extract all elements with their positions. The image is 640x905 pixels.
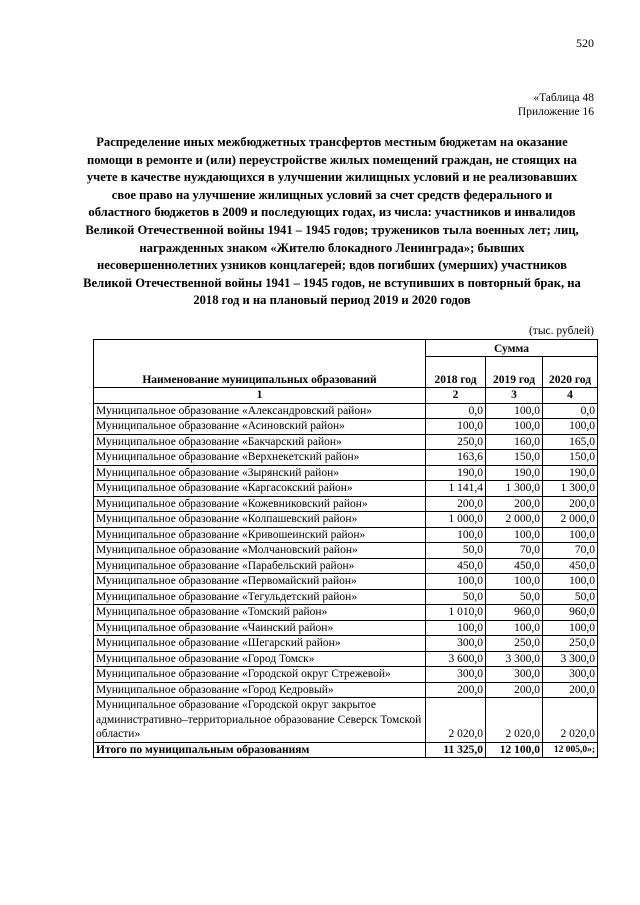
value-2020: 70,0 — [543, 543, 598, 559]
table-row — [94, 543, 598, 559]
units-label: (тыс. рублей) — [528, 325, 594, 337]
value-2020: 3 300,0 — [543, 651, 598, 667]
total-label: Итого по муниципальным образованиям — [94, 742, 426, 758]
value-2019: 300,0 — [486, 667, 543, 683]
table-index-row — [94, 388, 598, 404]
value-2019: 200,0 — [486, 682, 543, 698]
table-row — [94, 403, 598, 419]
value-2019: 190,0 — [486, 465, 543, 481]
table-row — [94, 558, 598, 574]
value-2020: 100,0 — [543, 527, 598, 543]
value-2020: 0,0 — [543, 403, 598, 419]
table-row — [94, 620, 598, 636]
table-row — [94, 698, 598, 743]
municipality-name: Муниципальное образование «Бакчарский район» — [94, 434, 426, 450]
municipality-name: Муниципальное образование «Кожевниковский район» — [94, 496, 426, 512]
municipality-name: Муниципальное образование «Чаинский район» — [94, 620, 426, 636]
index-cell: 2 — [426, 388, 486, 404]
table-row — [94, 450, 598, 466]
table-row — [94, 434, 598, 450]
header-2018: 2018 год — [426, 357, 486, 388]
value-2019: 100,0 — [486, 403, 543, 419]
municipality-name: Муниципальное образование «Кривошеинский район» — [94, 527, 426, 543]
value-2018: 50,0 — [426, 589, 486, 605]
table-row — [94, 527, 598, 543]
value-2018: 1 000,0 — [426, 512, 486, 528]
value-2019: 2 020,0 — [486, 698, 543, 743]
value-2019: 160,0 — [486, 434, 543, 450]
table-header-row — [94, 340, 598, 357]
municipality-name: Муниципальное образование «Молчановский район» — [94, 543, 426, 559]
municipality-name: Муниципальное образование «Городской округ Стрежевой» — [94, 667, 426, 683]
index-cell: 4 — [543, 388, 598, 404]
appendix-number: Приложение 16 — [517, 106, 594, 118]
value-2019: 1 300,0 — [486, 481, 543, 497]
value-2018: 300,0 — [426, 636, 486, 652]
table-row — [94, 465, 598, 481]
header-sum: Сумма — [426, 340, 598, 357]
table-row — [94, 512, 598, 528]
municipality-name: Муниципальное образование «Колпашевский район» — [94, 512, 426, 528]
value-2018: 300,0 — [426, 667, 486, 683]
municipality-name: Муниципальное образование «Парабельский район» — [94, 558, 426, 574]
table-row — [94, 667, 598, 683]
table-row — [94, 605, 598, 621]
value-2020: 200,0 — [543, 682, 598, 698]
municipality-name: Муниципальное образование «Томский район» — [94, 605, 426, 621]
value-2020: 200,0 — [543, 496, 598, 512]
value-2018: 250,0 — [426, 434, 486, 450]
value-2018: 0,0 — [426, 403, 486, 419]
header-2019: 2019 год — [486, 357, 543, 388]
value-2019: 150,0 — [486, 450, 543, 466]
page-number: 520 — [576, 36, 594, 50]
document-title: Распределение иных межбюджетных трансфертов местным бюджетам на оказание помощи в ремонте и (или) переустройстве жилых помещений граждан, не стоящих на учете в качестве нуждающихся в улучшении жилищных условий и не реализовавших свое право на улучшение жилищных условий за счет средств федерального и областного бюджетов в 2009 и последующих годах, из числа: участников и инвалидов Великой Отечественной войны 1941 – 1945 годов; тружеников тыла военных лет; лиц, награжденных знаком «Жителю блокадного Ленинграда»; бывших несовершеннолетних узников концлагерей; вдов погибших (умерших) участников Великой Отечественной войны 1941 – 1945 годов, не вступивших в повторный брак, на 2018 год и на плановый период 2019 и 2020 годов — [83, 135, 581, 308]
index-cell: 3 — [486, 388, 543, 404]
value-2020: 100,0 — [543, 620, 598, 636]
municipality-name: Муниципальное образование «Первомайский район» — [94, 574, 426, 590]
header-2020: 2020 год — [543, 357, 598, 388]
value-2020: 300,0 — [543, 667, 598, 683]
value-2019: 2 000,0 — [486, 512, 543, 528]
table-row — [94, 682, 598, 698]
value-2019: 100,0 — [486, 574, 543, 590]
municipality-name: Муниципальное образование «Город Кедровый» — [94, 682, 426, 698]
header-name: Наименование муниципальных образований — [94, 340, 426, 388]
municipality-name: Муниципальное образование «Верхнекетский район» — [94, 450, 426, 466]
value-2018: 100,0 — [426, 574, 486, 590]
value-2019: 3 300,0 — [486, 651, 543, 667]
value-2020: 2 000,0 — [543, 512, 598, 528]
value-2018: 163,6 — [426, 450, 486, 466]
total-2019: 12 100,0 — [486, 742, 543, 758]
table-header-note — [518, 91, 594, 119]
municipality-name: Муниципальное образование «Зырянский район» — [94, 465, 426, 481]
value-2018: 50,0 — [426, 543, 486, 559]
table-row — [94, 481, 598, 497]
value-2020: 150,0 — [543, 450, 598, 466]
value-2019: 100,0 — [486, 419, 543, 435]
value-2020: 190,0 — [543, 465, 598, 481]
value-2019: 50,0 — [486, 589, 543, 605]
table-row — [94, 636, 598, 652]
value-2020: 100,0 — [543, 574, 598, 590]
value-2019: 450,0 — [486, 558, 543, 574]
total-2018: 11 325,0 — [426, 742, 486, 758]
value-2019: 70,0 — [486, 543, 543, 559]
table-row — [94, 574, 598, 590]
table-body — [94, 403, 598, 742]
value-2018: 190,0 — [426, 465, 486, 481]
table-number: «Таблица 48 — [533, 92, 594, 104]
table-row — [94, 496, 598, 512]
municipality-name: Муниципальное образование «Александровский район» — [94, 403, 426, 419]
value-2019: 100,0 — [486, 527, 543, 543]
value-2020: 2 020,0 — [543, 698, 598, 743]
value-2019: 250,0 — [486, 636, 543, 652]
value-2019: 960,0 — [486, 605, 543, 621]
municipality-name: Муниципальное образование «Городской округ закрытое административно–территориальное образование Северск Томской области» — [94, 698, 426, 743]
value-2020: 250,0 — [543, 636, 598, 652]
value-2020: 1 300,0 — [543, 481, 598, 497]
value-2019: 100,0 — [486, 620, 543, 636]
municipality-name: Муниципальное образование «Город Томск» — [94, 651, 426, 667]
value-2020: 165,0 — [543, 434, 598, 450]
table-row — [94, 651, 598, 667]
value-2020: 450,0 — [543, 558, 598, 574]
value-2018: 1 010,0 — [426, 605, 486, 621]
value-2020: 960,0 — [543, 605, 598, 621]
value-2018: 100,0 — [426, 620, 486, 636]
municipality-name: Муниципальное образование «Каргасокский район» — [94, 481, 426, 497]
index-cell: 1 — [94, 388, 426, 404]
value-2018: 2 020,0 — [426, 698, 486, 743]
value-2018: 200,0 — [426, 682, 486, 698]
municipality-name: Муниципальное образование «Шегарский район» — [94, 636, 426, 652]
value-2018: 100,0 — [426, 419, 486, 435]
table-row — [94, 589, 598, 605]
value-2018: 3 600,0 — [426, 651, 486, 667]
value-2020: 50,0 — [543, 589, 598, 605]
total-2020: 12 005,0»; — [543, 742, 598, 758]
transfers-table — [93, 339, 598, 758]
value-2020: 100,0 — [543, 419, 598, 435]
municipality-name: Муниципальное образование «Тегульдетский район» — [94, 589, 426, 605]
table-row — [94, 419, 598, 435]
value-2019: 200,0 — [486, 496, 543, 512]
total-row — [94, 742, 598, 758]
value-2018: 450,0 — [426, 558, 486, 574]
value-2018: 200,0 — [426, 496, 486, 512]
value-2018: 100,0 — [426, 527, 486, 543]
municipality-name: Муниципальное образование «Асиновский район» — [94, 419, 426, 435]
value-2018: 1 141,4 — [426, 481, 486, 497]
